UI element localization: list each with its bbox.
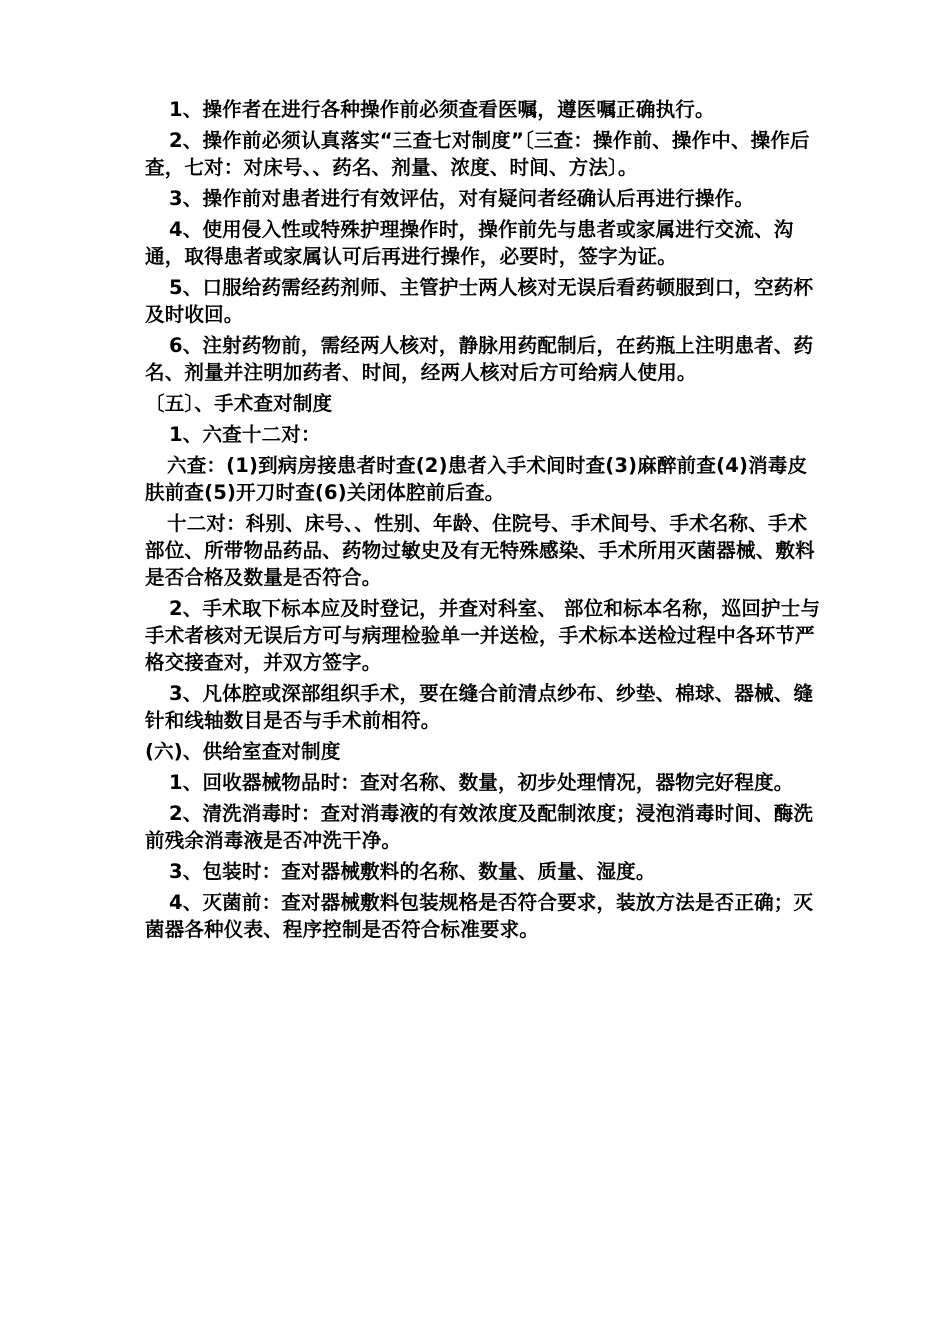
paragraph-2: 2、操作前必须认真落实“三查七对制度”〔三查：操作前、操作中、操作后查，七对：对床号、、药名、剂量、浓度、时间、方法〕。 [145,129,810,179]
document-page [145,96,825,947]
paragraph-3: 3、操作前对患者进行有效评估，对有疑问者经确认后再进行操作。 [169,187,755,210]
section-5-item: 六查：(1)到病房接患者时查(2)患者入手术间时查(3)麻醉前查(4)消毒皮肤前查(5)开刀时查(6)关闭体腔前后查。 [145,454,808,504]
section-5-item: 1、六查十二对： [169,423,321,446]
section-6-item: 1、回收器械物品时：查对名称、数量，初步处理情况，器物完好程度。 [169,771,794,794]
paragraph-5: 5、口服给药需经药剂师、主管护士两人核对无误后看药顿服到口，空药杯及时收回。 [145,276,814,326]
section-5-item: 3、凡体腔或深部组织手术，要在缝合前清点纱布、纱垫、棉球、器械、缝针和线轴数目是否与手术前相符。 [145,682,814,732]
section-6-item: 4、灭菌前：查对器械敷料包装规格是否符合要求，装放方法是否正确；灭菌器各种仪表、程序控制是否符合标准要求。 [145,891,814,941]
section-5-heading: 〔五〕、手术查对制度 [145,392,333,415]
section-6-item: 3、包装时：查对器械敷料的名称、数量、质量、湿度。 [169,860,656,883]
paragraph-6: 6、注射药物前，需经两人核对，静脉用药配制后，在药瓶上注明患者、药名、剂量并注明加药者、时间，经两人核对后方可给病人使用。 [145,334,814,384]
section-6-item: 2、清洗消毒时：查对消毒液的有效浓度及配制浓度；浸泡消毒时间、酶洗前残余消毒液是否冲洗干净。 [145,802,814,852]
section-5-item: 2、手术取下标本应及时登记，并查对科室、 部位和标本名称，巡回护士与手术者核对无误后方可与病理检验单一并送检，手术标本送检过程中各环节严格交接查对，并双方签字。 [145,597,821,674]
paragraph-4: 4、使用侵入性或特殊护理操作时，操作前先与患者或家属进行交流、沟通，取得患者或家属认可后再进行操作，必要时，签字为证。 [145,218,794,268]
section-6-heading: (六)、供给室查对制度 [145,740,341,763]
paragraph-1: 1、操作者在进行各种操作前必须查看医嘱，遵医嘱正确执行。 [169,98,715,121]
section-5-item: 十二对：科别、床号、、性别、年龄、住院号、手术间号、手术名称、手术部位、所带物品药品、药物过敏史及有无特殊感染、手术所用灭菌器械、敷料是否合格及数量是否符合。 [145,512,815,589]
